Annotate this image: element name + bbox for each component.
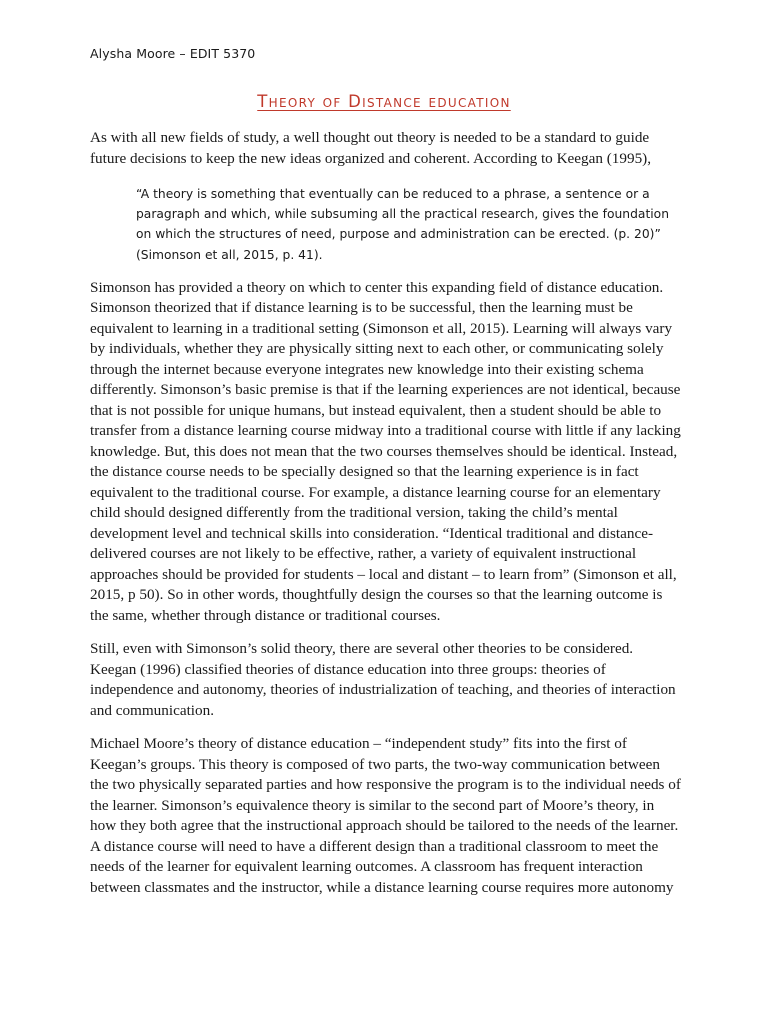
paragraph-simonson: Simonson has provided a theory on which to center this expanding field of distance education. Simonson theorized that if distance learning is to be successful, then the learning must be equivalent to learning in a traditional setting (Simonson et all, 2015). Learning will always vary by individuals, whether they are physically sitting next to each other, or communicating solely through the internet because everyone integrates new knowledge into their existing schema differently. Simonson’s basic premise is that if the learning experiences are not identical, because that is not possible for unique humans, but instead equivalent, then a student should be able to transfer from a distance learning course midway into a traditional course with little if any lacking knowledge. But, this does not mean that the two courses themselves should be identical. Instead, the distance course needs to be specially designed so that the learning experience is in fact equivalent to the traditional course. For example, a distance learning course for an elementary child should designed differently from the traditional version, taking the child’s mental development level and technical skills into consideration. “Identical traditional and distance-delivered courses are not likely to be effective, rather, a variety of equivalent instructional approaches should be provided for students – local and distant – to learn from” (Simonson et all, 2015, p 50). So in other words, thoughtfully design the courses so that the learning outcome is the same, whether through distance or traditional courses. [90, 278, 681, 624]
page-header: Alysha Moore – EDIT 5370 [90, 46, 256, 61]
paragraph-moore: Michael Moore’s theory of distance education – “independent study” fits into the first of Keegan’s groups. This theory is composed of two parts, the two-way communication between the two physically separated parties and how responsive the program is to the individual needs of the learner. Simonson’s equivalence theory is similar to the second part of Moore’s theory, in how they both agree that the instructional approach should be tailored to the needs of the learner. A distance course will need to have a different design than a traditional classroom to meet the needs of the learner for equivalent learning outcomes. A classroom has frequent interaction between classmates and the instructor, while a distance learning course requires more autonomy [90, 735, 681, 896]
paragraph-intro: As with all new fields of study, a well thought out theory is needed to be a standard to guide future decisions to keep the new ideas organized and coherent. According to Keegan (1995), [90, 129, 652, 167]
block-quote: “A theory is something that eventually can be reduced to a phrase, a sentence or a paragraph and which, while subsuming all the practical research, gives the foundation on which the structures of need, purpose and administration can be erected. (p. 20)” (Simonson et all, 2015, p. 41). [136, 187, 669, 262]
document-body [90, 128, 682, 911]
document-title: Theory of Distance education [257, 92, 511, 111]
paragraph-keegan: Still, even with Simonson’s solid theory, there are several other theories to be considered. Keegan (1996) classified theories of distance education into three groups: theories of independence and autonomy, theories of industrialization of teaching, and theories of interaction and communication. [90, 640, 676, 719]
